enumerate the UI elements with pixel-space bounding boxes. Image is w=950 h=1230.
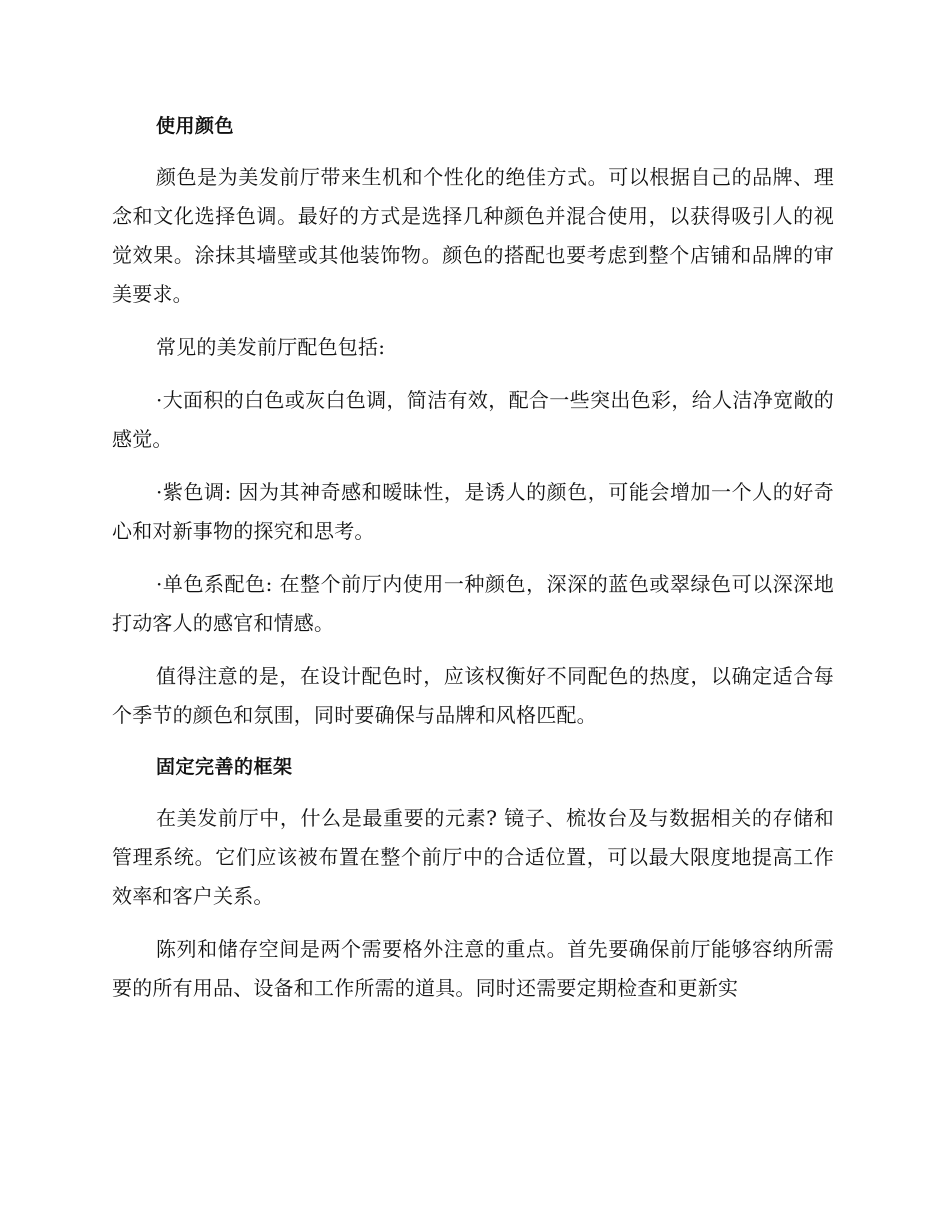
paragraph-common-colors: 常见的美发前厅配色包括: xyxy=(156,335,386,359)
paragraph-key-elements: 在美发前厅中，什么是最重要的元素? 镜子、梳妆台及与数据相关的存储和管理系统。它们应该被布置在整个前厅中的合适位置，可以最大限度地提高工作效率和客户关系。 xyxy=(112,806,834,908)
paragraph-display-storage: 陈列和储存空间是两个需要格外注意的重点。首先要确保前厅能够容纳所需要的所有用品、设备和工作所需的道具。同时还需要定期检查和更新实 xyxy=(112,937,834,1000)
paragraph-color-note: 值得注意的是，在设计配色时，应该权衡好不同配色的热度，以确定适合每个季节的颜色和氛围，同时要确保与品牌和风格匹配。 xyxy=(112,664,834,727)
bullet-monochrome: ·单色系配色: 在整个前厅内使用一种颜色，深深的蓝色或翠绿色可以深深地打动客人的感官和情感。 xyxy=(112,572,834,635)
bullet-purple: ·紫色调: 因为其神奇感和暧昧性，是诱人的颜色，可能会增加一个人的好奇心和对新事物的探究和思考。 xyxy=(112,480,834,543)
section-heading-use-color: 使用颜色 xyxy=(156,115,235,137)
document-page xyxy=(112,108,834,1022)
section-heading-fixed-framework: 固定完善的框架 xyxy=(156,756,293,778)
paragraph-color-intro: 颜色是为美发前厅带来生机和个性化的绝佳方式。可以根据自己的品牌、理念和文化选择色调。最好的方式是选择几种颜色并混合使用，以获得吸引人的视觉效果。涂抹其墙壁或其他装饰物。颜色的搭配也要考虑到整个店铺和品牌的审美要求。 xyxy=(112,165,834,306)
bullet-white-gray: ·大面积的白色或灰白色调，简洁有效，配合一些突出色彩，给人洁净宽敞的感觉。 xyxy=(112,388,834,451)
